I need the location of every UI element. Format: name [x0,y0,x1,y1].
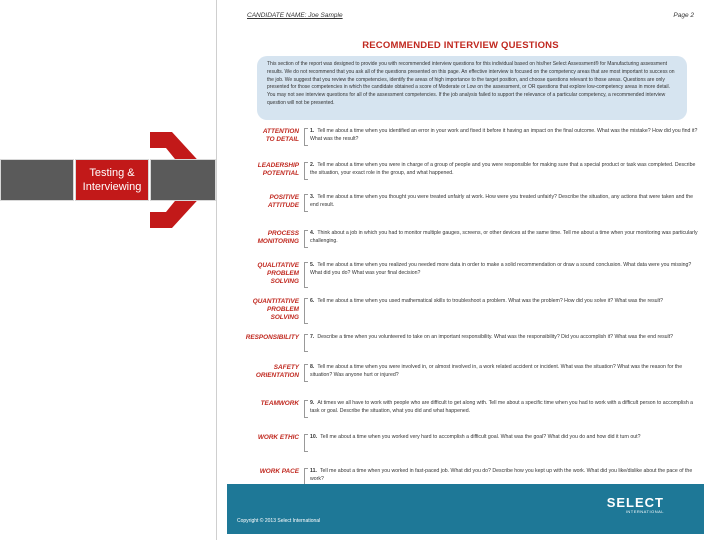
question-category-line: WORK ETHIC [257,434,299,441]
question-text [310,468,699,483]
question-bracket [304,434,308,452]
process-arrow [0,132,216,228]
question-body: Think about a job in which you had to monitor multiple gauges, screens, or other devices at the same time. Tell me about a time when your monitoring was particularly challenging. [310,230,698,244]
question-body: Tell me about a time when you used mathematical skills to troubleshoot a problem. What was the problem? How did you solve it? What was the result? [317,298,664,304]
question-category-line: ATTENTION [262,128,299,135]
question-category [225,468,299,476]
question-category-line: TEAMWORK [260,400,299,407]
question-number: 8. [310,364,315,370]
question-text [310,298,699,306]
question-number: 6. [310,298,315,304]
process-step-previous [0,159,74,201]
question-number: 9. [310,400,315,406]
question-text [310,400,699,415]
question-body: Tell me about a time when you realized you needed more data in order to make a solid recommendation or draw a sound conclusion. What data were you missing? What did you do? What was your final decision? [310,262,692,276]
question-category-line: PROBLEM [267,306,299,313]
page-footer [227,484,704,534]
question-body: Tell me about a time when you worked very hard to accomplish a difficult goal. What was the goal? What did you do and how did it turn out? [320,434,641,440]
question-category-line: SAFETY [273,364,299,371]
question-category-line: QUANTITATIVE [252,298,299,305]
page-title: RECOMMENDED INTERVIEW QUESTIONS [362,40,559,51]
question-category [225,298,299,322]
question-category [225,194,299,210]
intro-box: This section of the report was designed to provide you with recommended interview questions for this individual based on his/her Select Assessment® for Manufacturing assessment results. We do not recommend that you ask all of the questions presented on this page. An effective interview is focused on the competency areas that are most important to success on the job. We suggest that you review the competencies, identify the areas of high importance to the target position, and choose questions relevant to those areas. Questions are only presented for those competencies in which the candidate obtained a score of Moderate or Low on the assessment, or OR questions that explore low-competency areas in more detail. You may not see interview questions for all of the assessment competencies. If the job analysis failed to support the relevance of a particular competency, a recommended interview question will not be presented. [257,56,687,120]
question-number: 3. [310,194,315,200]
question-category [225,434,299,442]
question-category-line: PROBLEM [267,270,299,277]
question-category [225,262,299,286]
select-logo [607,496,664,514]
question-category-line: RESPONSIBILITY [245,334,299,341]
process-step-active [75,159,149,201]
page-header [247,12,694,19]
question-body: Describe a time when you volunteered to take on an important responsibility. What was the responsibility? Did you accomplish it? What was the end result? [317,334,674,340]
question-number: 1. [310,128,315,134]
process-step-label-line1: Testing & [89,167,135,179]
question-category [225,162,299,178]
question-category [225,400,299,408]
question-category-line: POTENTIAL [262,170,299,177]
question-bracket [304,162,308,180]
question-text [310,194,699,209]
question-bracket [304,230,308,248]
question-body: Tell me about a time when you were in charge of a group of people and you were responsible for making sure that a special product or task was completed. Describe the situation, your exact role in the group, and what happened. [310,162,696,176]
question-number: 5. [310,262,315,268]
question-bracket [304,298,308,324]
question-category-line: TO DETAIL [265,136,299,143]
question-category-line: MONITORING [257,238,299,245]
question-bracket [304,364,308,382]
question-text [310,230,699,245]
report-page [216,0,704,540]
question-category-line: LEADERSHIP [257,162,299,169]
question-body: Tell me about a time when you identified an error in your work and fixed it before it having an impact on the final outcome. What was the mistake? How did you find it? What was the result? [310,128,698,142]
candidate-name: CANDIDATE NAME: Joe Sample [247,12,343,19]
question-text [310,334,699,342]
logo-wordmark: SELECT [606,495,664,510]
question-number: 11. [310,468,317,474]
question-number: 7. [310,334,315,340]
question-category [225,364,299,380]
question-number: 4. [310,230,315,236]
question-body: Tell me about a time when you worked in fast-paced job. What did you do? Describe how you kept up with the work. What did you like/dislike about the pace of the work? [310,468,693,482]
question-category-line: PROCESS [267,230,299,237]
question-text [310,262,699,277]
question-body: At times we all have to work with people who are difficult to get along with. Tell me about a specific time when you had to work with a difficult person to accomplish a task or goal. Describe the situation, what you did and what happened. [310,400,694,414]
question-category-line: ATTITUDE [267,202,299,209]
question-bracket [304,194,308,212]
question-category-line: WORK PACE [259,468,299,475]
logo-subtitle: INTERNATIONAL [625,509,664,514]
question-category-line: POSITIVE [269,194,299,201]
question-body: Tell me about a time when you thought you were treated unfairly at work. How were you treated unfairly? Describe the situation, any actions that were taken and the end result. [310,194,694,208]
page-number: Page 2 [673,12,694,19]
question-category-line: SOLVING [270,314,299,321]
question-text [310,162,699,177]
question-body: Tell me about a time when you were involved in, or almost involved in, a work related accident or incident. What was the situation? What was the reason for the situation? Was anyone hurt or injured? [310,364,683,378]
question-number: 2. [310,162,315,168]
question-text [310,364,699,379]
process-step-next [150,159,216,201]
question-category-line: QUALITATIVE [257,262,299,269]
process-step-label-line2: Interviewing [82,181,142,193]
question-category [225,128,299,144]
question-bracket [304,334,308,352]
question-bracket [304,128,308,146]
question-category [225,334,299,342]
question-category-line: ORIENTATION [255,372,299,379]
question-text [310,434,699,442]
question-bracket [304,400,308,418]
question-number: 10. [310,434,318,440]
question-category [225,230,299,246]
footer-copyright: Copyright © 2013 Select International [237,518,321,524]
question-category-line: SOLVING [270,278,299,285]
question-text [310,128,699,143]
question-bracket [304,262,308,288]
